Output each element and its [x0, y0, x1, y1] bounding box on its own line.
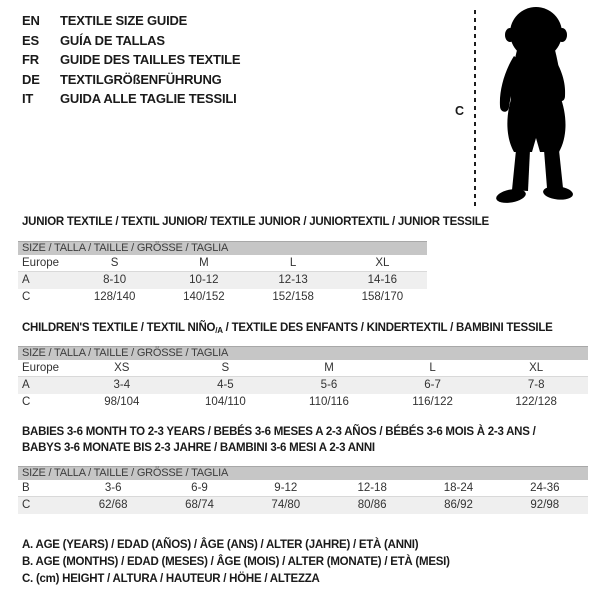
age-cell: 3-4 [113, 379, 131, 391]
babies-section-title [22, 424, 582, 456]
height-cell: 68/74 [185, 499, 214, 511]
language-code: DE [22, 71, 40, 87]
language-row-it [22, 89, 240, 109]
language-code: IT [22, 91, 34, 106]
children-section-title [22, 320, 553, 339]
size-header-band: SIZE / TALLA / TAILLE / GRÖSSE / TAGLIA [18, 241, 427, 255]
language-title: GUÍA DE TALLAS [60, 32, 165, 48]
height-cell: 122/128 [515, 396, 557, 408]
row-label: A [22, 274, 30, 286]
age-cell: 5-6 [320, 379, 338, 391]
table-row-height [18, 497, 588, 514]
language-code: EN [22, 13, 40, 28]
size-cell: L [429, 362, 436, 374]
table-row-europe [18, 255, 427, 272]
height-cell: 110/116 [309, 396, 349, 408]
language-title-list [22, 11, 240, 109]
height-cell: 158/170 [361, 291, 404, 303]
size-cell: L [289, 257, 297, 269]
table-row-height [18, 394, 588, 411]
legend-line-a: A. AGE (YEARS) / EDAD (AÑOS) / ÂGE (ANS) / ALTER (JAHRE) / ETÀ (ANNI) [22, 539, 419, 551]
height-dashed-line [474, 10, 476, 206]
height-cell: 104/110 [205, 396, 246, 408]
row-label: C [22, 499, 31, 511]
age-cell: 14-16 [367, 274, 398, 286]
row-label: C [22, 396, 31, 408]
height-cell: 62/68 [98, 499, 128, 511]
height-measure-label: C [455, 104, 465, 118]
table-row-age-months [18, 480, 588, 497]
language-row-en [22, 11, 240, 31]
height-cell: 74/80 [271, 499, 301, 511]
language-code: ES [22, 32, 39, 48]
language-title: GUIDA ALLE TAGLIE TESSILI [60, 91, 237, 106]
size-cell: M [199, 257, 209, 269]
age-cell: 12-13 [278, 274, 308, 286]
language-row-es [22, 31, 240, 51]
junior-size-table [18, 241, 427, 306]
height-cell: 98/104 [104, 396, 140, 408]
size-cell: XS [114, 362, 130, 374]
height-cell: 128/140 [93, 291, 136, 303]
table-row-height [18, 289, 427, 306]
language-title: TEXTILGRÖßENFÜHRUNG [60, 71, 222, 87]
age-cell: 7-8 [527, 379, 545, 391]
height-cell: 152/158 [272, 291, 314, 303]
row-label: C [22, 291, 31, 303]
age-cell: 9-12 [274, 482, 298, 494]
language-title: GUIDE DES TAILLES TEXTILE [60, 52, 241, 67]
baby-silhouette-icon [483, 4, 595, 210]
language-title: TEXTILE SIZE GUIDE [60, 13, 188, 28]
height-cell: 92/98 [530, 499, 560, 511]
age-cell: 3-6 [104, 482, 122, 494]
children-title-sub: /A [215, 326, 223, 335]
size-cell: S [110, 257, 119, 269]
legend-line-c: C. (cm) HEIGHT / ALTURA / HAUTEUR / HÖHE / ALTEZZA [22, 573, 320, 585]
size-cell: XL [375, 257, 390, 269]
age-cell: 24-36 [530, 482, 560, 494]
row-label: Europe [22, 257, 60, 269]
size-header-band: SIZE / TALLA / TAILLE / GRÖSSE / TAGLIA [18, 466, 588, 480]
height-cell: 86/92 [444, 499, 473, 511]
measure-legend [22, 537, 450, 588]
size-cell: XL [529, 362, 544, 374]
height-cell: 80/86 [357, 499, 387, 511]
table-row-europe [18, 360, 588, 377]
language-row-de [22, 70, 240, 90]
row-label: A [22, 379, 30, 391]
children-title-post: / TEXTILE DES ENFANTS / KINDERTEXTIL / BAMBINI TESSILE [222, 322, 553, 334]
age-cell: 6-9 [191, 482, 208, 494]
age-cell: 6-7 [424, 379, 441, 391]
age-cell: 12-18 [357, 482, 387, 494]
babies-title-line2: BABYS 3-6 MONATE BIS 2-3 JAHRE / BAMBINI 3-6 MESI A 2-3 ANNI [22, 442, 375, 454]
language-row-fr [22, 50, 240, 70]
age-cell: 8-10 [103, 274, 127, 286]
height-cell: 140/152 [183, 291, 225, 303]
size-header-band: SIZE / TALLA / TAILLE / GRÖSSE / TAGLIA [18, 346, 588, 360]
row-label: B [22, 482, 30, 494]
children-size-table [18, 346, 588, 411]
age-cell: 4-5 [217, 379, 234, 391]
height-cell: 116/122 [412, 396, 453, 408]
babies-title-line1: BABIES 3-6 MONTH TO 2-3 YEARS / BEBÉS 3-6 MESES A 2-3 AÑOS / BÉBÉS 3-6 MOIS À 2-3 ANS / [22, 426, 536, 438]
table-row-age [18, 272, 427, 289]
junior-section-title: JUNIOR TEXTILE / TEXTIL JUNIOR/ TEXTILE JUNIOR / JUNIORTEXTIL / JUNIOR TESSILE [22, 216, 489, 228]
babies-size-table [18, 466, 588, 514]
table-row-age [18, 377, 588, 394]
baby-height-figure [440, 0, 600, 215]
legend-line-b: B. AGE (MONTHS) / EDAD (MESES) / ÂGE (MOIS) / ALTER (MONATE) / ETÀ (MESI) [22, 556, 450, 568]
age-cell: 18-24 [443, 482, 474, 494]
size-cell: M [324, 362, 334, 374]
language-code: FR [22, 52, 39, 67]
children-title-pre: CHILDREN'S TEXTILE / TEXTIL NIÑO [22, 322, 216, 334]
row-label: Europe [22, 362, 60, 374]
age-cell: 10-12 [189, 274, 219, 286]
size-cell: S [221, 362, 230, 374]
